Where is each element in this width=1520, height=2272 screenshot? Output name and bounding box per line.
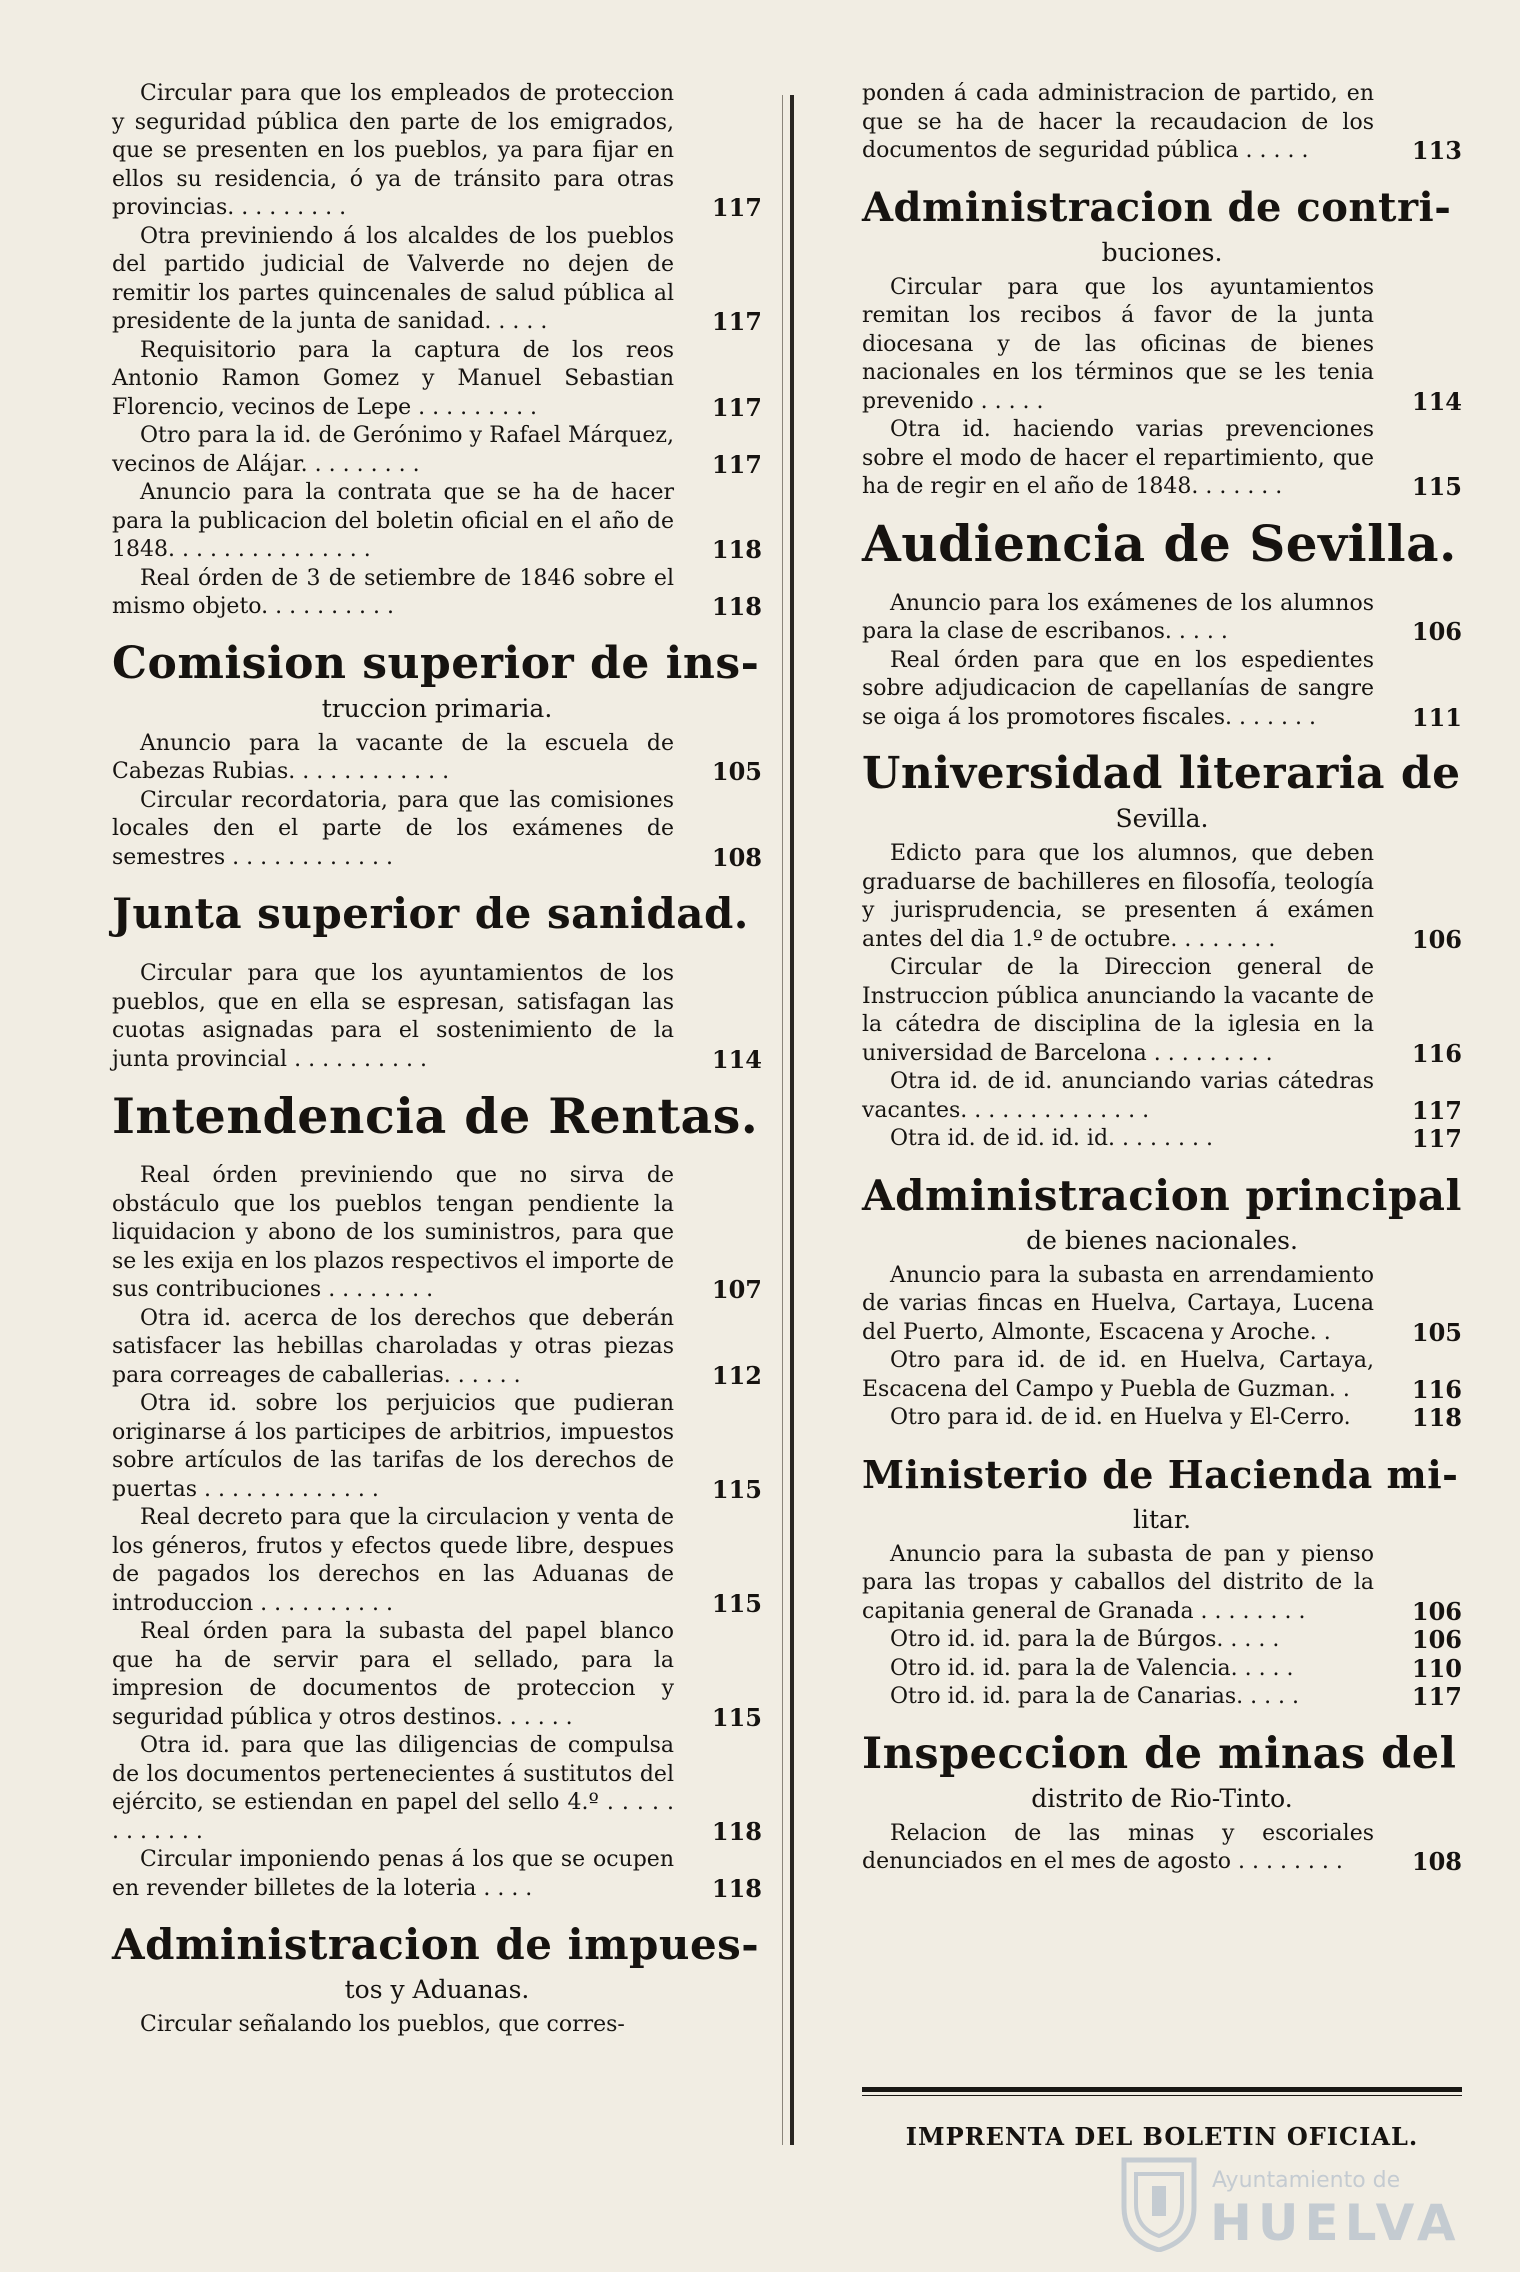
entry-text: Real órden para que en los espedientes sobre adjudicacion de capellanías de sangre se oiga á los promotores fiscales. . . . . . . [862, 647, 1374, 730]
page-number: 117 [1411, 1095, 1462, 1125]
section-heading: Junta superior de sanidad. [112, 889, 749, 938]
page-number: 111 [1411, 702, 1462, 732]
index-entry [862, 1262, 1462, 1348]
index-entry [862, 1404, 1462, 1433]
page-number: 112 [711, 1360, 762, 1390]
index-entry [862, 1626, 1462, 1655]
section-heading: Audiencia de Sevilla. [862, 513, 1457, 573]
entry-text: Anuncio para los exámenes de los alumnos para la clase de escribanos. . . . . [862, 590, 1374, 644]
index-entry [112, 337, 762, 423]
section-heading: Ministerio de Hacienda mi- [862, 1451, 1459, 1497]
index-entry [862, 1683, 1462, 1712]
section-heading: Administracion principal [862, 1170, 1462, 1220]
entry-text: Real órden de 3 de setiembre de 1846 sobre el mismo objeto. . . . . . . . . . [112, 565, 674, 619]
index-entry [112, 1846, 762, 1903]
footer-rule [862, 2087, 1462, 2092]
entry-text: Circular señalando los pueblos, que corres- [140, 2012, 625, 2037]
index-entry [112, 960, 762, 1074]
page-number: 105 [1411, 1317, 1462, 1347]
page-number: 117 [711, 449, 762, 479]
entry-text: Anuncio para la contrata que se ha de hacer para la publicacion del boletin oficial en el año de 1848. . . . . . . . . . . . . . . [112, 480, 674, 562]
page-number: 110 [1411, 1653, 1462, 1683]
section-subheading: buciones. [1101, 237, 1223, 267]
entry-text: Otro id. id. para la de Valencia. . . . . [890, 1655, 1294, 1681]
index-entry [112, 1305, 762, 1391]
page-number: 116 [1411, 1374, 1462, 1404]
index-entry [862, 590, 1462, 647]
entry-text: Otro para la id. de Gerónimo y Rafael Márquez, vecinos de Alájar. . . . . . . . . [112, 423, 674, 477]
index-entry [112, 1504, 762, 1618]
footer-rule-thin [862, 2095, 1462, 2096]
entry-text: Otro id. id. para la de Búrgos. . . . . [890, 1627, 1280, 1652]
entry-text: Otro id. id. para la de Canarias. . . . . [890, 1684, 1300, 1709]
index-entry [862, 274, 1462, 417]
page-number: 106 [1411, 1596, 1462, 1626]
section-heading: Comision superior de ins- [112, 637, 760, 689]
index-entry [862, 1347, 1462, 1404]
page-number: 106 [1411, 924, 1462, 954]
page-number: 117 [711, 193, 762, 222]
entry-text: ponden á cada administracion de partido, en que se ha de hacer la recaudacion de los documentos de seguridad pública . . . . . [862, 81, 1374, 163]
entry-text: Real órden previniendo que no sirva de obstáculo que los pueblos tengan pendiente la liquidacion y abono de los suministros, para que se les exija en los plazos respectivos el importe de sus contribuciones . . . . . . . . [112, 1163, 674, 1302]
page-number: 106 [1411, 1625, 1462, 1654]
page-number: 114 [1411, 386, 1462, 416]
column-divider-thin [782, 95, 783, 2145]
section-subheading: distrito de Rio-Tinto. [1031, 1783, 1293, 1813]
page-number: 108 [711, 842, 762, 872]
entry-text: Circular de la Direccion general de Instruccion pública anunciando la vacante de la cátedra de disciplina de la iglesia en la universidad de Barcelona . . . . . . . . . [862, 955, 1374, 1066]
section-heading: Universidad literaria de [862, 748, 1461, 799]
entry-text: Otra id. sobre los perjuicios que pudieran originarse á los participes de arbitrios, impuestos sobre artículos de las tarifas de los derechos de puertas . . . . . . . . . . . . . [112, 1391, 674, 1502]
entry-text: Otra id. para que las diligencias de compulsa de los documentos pertenecientes á sustitutos del ejército, se estiendan en papel del sello 4.º . . . . . . . . . . . . [112, 1733, 674, 1844]
page-number: 105 [711, 757, 762, 786]
entry-text: Anuncio para la subasta en arrendamiento de varias fincas en Huelva, Cartaya, Lucena del Puerto, Almonte, Escacena y Aroche. . [862, 1262, 1374, 1345]
entry-text: Relacion de las minas y escoriales denunciados en el mes de agosto . . . . . . . . [862, 1820, 1374, 1874]
right-column [862, 80, 1462, 1877]
page-number: 106 [1411, 617, 1462, 646]
archive-watermark [1118, 2150, 1462, 2260]
section-gap [112, 1146, 762, 1162]
index-entry [112, 422, 762, 479]
index-entry [112, 1390, 762, 1504]
page-number: 118 [711, 535, 762, 564]
page-number: 117 [1411, 1682, 1462, 1711]
section-gap [112, 944, 762, 960]
index-entry [112, 223, 762, 337]
page-number: 118 [1411, 1403, 1462, 1432]
page-number: 118 [711, 592, 762, 621]
index-entry [112, 730, 762, 787]
entry-text: Otro para id. de id. en Huelva y El-Cerro. [890, 1405, 1351, 1430]
page-number: 118 [711, 1873, 762, 1903]
section-subheading: truccion primaria. [321, 693, 553, 723]
entry-text: Real órden para la subasta del papel blanco que ha de servir para el sellado, para la impresion de documentos de proteccion y seguridad pública y otros destinos. . . . . . [112, 1619, 674, 1730]
page-number: 116 [1411, 1038, 1462, 1068]
index-entry [862, 954, 1462, 1068]
entry-text: Anuncio para la vacante de la escuela de Cabezas Rubias. . . . . . . . . . . . [112, 730, 674, 784]
entry-text: Edicto para que los alumnos, que deben graduarse de bachilleres en filosofía, teología y jurisprudencia, se presenten á exámen antes del dia 1.º de octubre. . . . . . . . [862, 841, 1374, 952]
index-entry [862, 1125, 1462, 1154]
page-number: 117 [711, 307, 762, 336]
section-heading: Intendencia de Rentas. [112, 1087, 759, 1145]
watermark-line-1: Ayuntamiento de [1212, 2168, 1401, 2193]
page-number: 108 [1411, 1847, 1462, 1876]
coat-of-arms-icon [1118, 2152, 1200, 2252]
left-column [112, 80, 762, 2040]
section-subheading: de bienes nacionales. [1026, 1225, 1298, 1255]
entry-text: Otra id. haciendo varias prevenciones sobre el modo de hacer el repartimiento, que ha de regir en el año de 1848. . . . . . . [862, 417, 1374, 499]
page-number: 114 [711, 1044, 762, 1074]
index-entry [862, 840, 1462, 954]
index-entry [112, 1162, 762, 1305]
index-entry [112, 787, 762, 873]
page-number: 113 [1411, 136, 1462, 165]
page-number: 117 [711, 392, 762, 422]
index-entry [862, 647, 1462, 733]
section-subheading: litar. [1132, 1504, 1192, 1534]
index-entry [112, 80, 762, 223]
page-number: 115 [711, 1588, 762, 1618]
index-entry [112, 1618, 762, 1732]
section-heading: Inspeccion de minas del [862, 1728, 1457, 1779]
entry-text: Otra previniendo á los alcaldes de los pueblos del partido judicial de Valverde no dejen de remitir los partes quincenales de salud pública al presidente de la junta de sanidad. . . . . [112, 223, 674, 334]
column-divider [790, 95, 794, 2145]
page-number: 117 [1411, 1124, 1462, 1153]
entry-text: Circular para que los ayuntamientos de los pueblos, que en ella se espresan, satisfagan las cuotas asignadas para el sostenimiento de la junta provincial . . . . . . . . . . [112, 961, 674, 1072]
index-entry [112, 565, 762, 622]
entry-text: Otra id. de id. id. id. . . . . . . . [890, 1126, 1213, 1151]
page-number: 115 [711, 1474, 762, 1504]
index-entry [112, 479, 762, 565]
section-subheading: tos y Aduanas. [344, 1975, 530, 2004]
entry-text: Otra id. acerca de los derechos que deberán satisfacer las hebillas charoladas y otras piezas para correages de caballerias. . . . . . [112, 1305, 674, 1388]
index-entry [862, 1820, 1462, 1877]
index-entry [862, 1655, 1462, 1684]
page-number: 115 [1411, 472, 1462, 501]
page-number: 107 [711, 1275, 762, 1304]
index-entry [862, 80, 1462, 166]
watermark-line-2: HUELVA [1210, 2194, 1462, 2252]
entry-text: Circular imponiendo penas á los que se ocupen en revender billetes de la loteria . . . . [112, 1847, 674, 1901]
page-number: 118 [711, 1816, 762, 1846]
entry-text: Circular recordatoria, para que las comisiones locales den el parte de los exámenes de semestres . . . . . . . . . . . . [112, 787, 674, 870]
entry-text: Anuncio para la subasta de pan y pienso para las tropas y caballos del distrito de la capitania general de Granada . . . . . . . . [862, 1541, 1374, 1624]
index-entry [862, 416, 1462, 502]
entry-text: Real decreto para que la circulacion y venta de los géneros, frutos y efectos quede libre, despues de pagados los derechos en las Aduanas de introduccion . . . . . . . . . . [112, 1505, 674, 1616]
index-entry [112, 1732, 762, 1846]
section-gap [862, 574, 1462, 590]
index-entry [862, 1541, 1462, 1627]
entry-text: Otro para id. de id. en Huelva, Cartaya, Escacena del Campo y Puebla de Guzman. . [862, 1348, 1374, 1402]
page-number: 115 [711, 1702, 762, 1732]
index-entry [862, 1068, 1462, 1125]
index-entry [112, 2011, 762, 2040]
entry-text: Otra id. de id. anunciando varias cátedras vacantes. . . . . . . . . . . . . . [862, 1069, 1374, 1123]
section-heading: Administracion de impues- [112, 1920, 760, 1969]
entry-text: Circular para que los ayuntamientos remitan los recibos á favor de la junta diocesana y de las oficinas de bienes nacionales en los términos que se les tenia prevenido . . . . . [862, 274, 1374, 414]
entry-text: Circular para que los empleados de proteccion y seguridad pública den parte de los emigrados, que se presenten en los pueblos, ya para fijar en ellos su residencia, ó ya de tránsito para otras provincias. . . . . . . . . [112, 81, 674, 220]
section-subheading: Sevilla. [1115, 804, 1209, 833]
imprint-line: IMPRENTA DEL BOLETIN OFICIAL. [905, 2122, 1419, 2151]
section-heading: Administracion de contri- [862, 183, 1452, 231]
entry-text: Requisitorio para la captura de los reos Antonio Ramon Gomez y Manuel Sebastian Florencio, vecinos de Lepe . . . . . . . . . [112, 337, 674, 420]
